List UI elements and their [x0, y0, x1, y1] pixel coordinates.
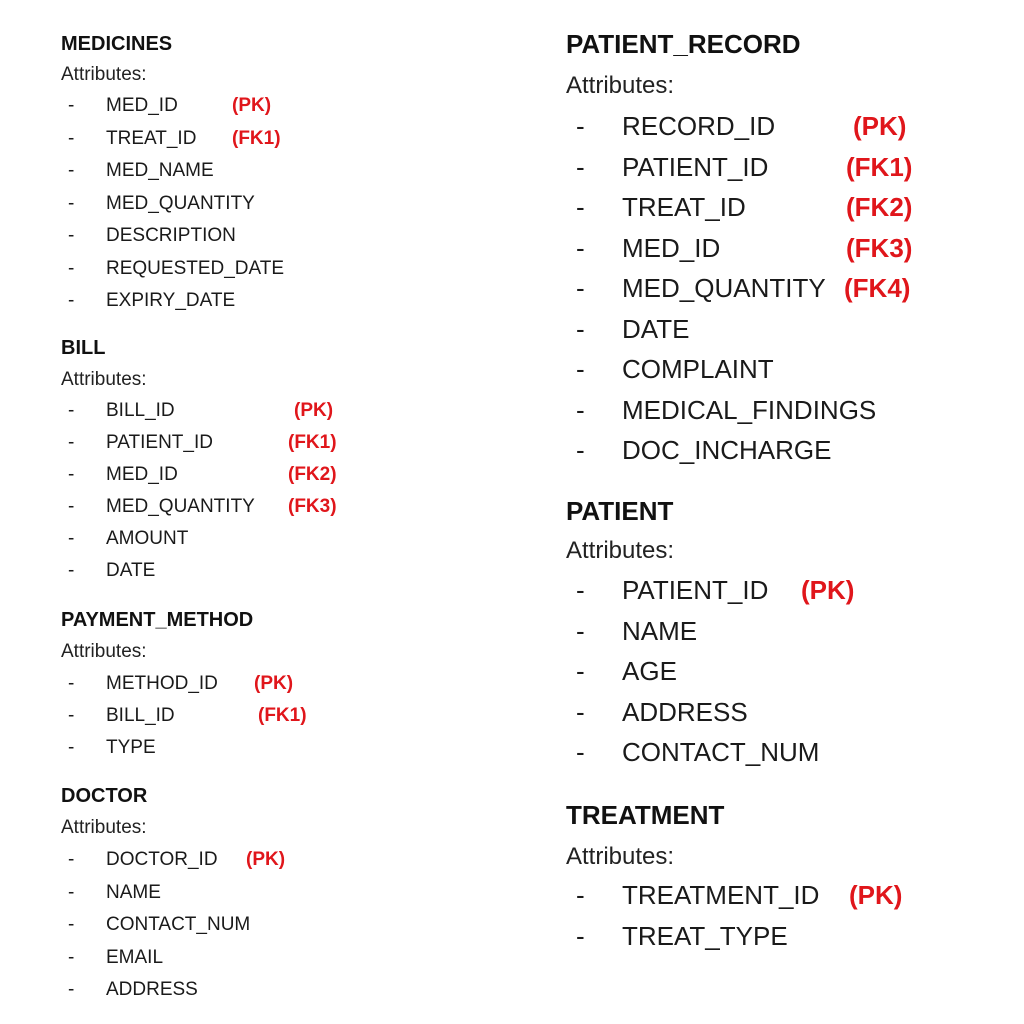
bullet-dash: - — [576, 394, 585, 425]
attributes-label: Attributes: — [566, 537, 675, 564]
bullet-dash: - — [68, 560, 75, 581]
table-title: MEDICINES — [61, 33, 173, 55]
bullet-dash: - — [68, 705, 75, 726]
bullet-dash: - — [68, 737, 75, 758]
attribute-name: DOCTOR_ID — [106, 849, 218, 870]
key-marker: (FK1) — [288, 432, 337, 453]
attribute-name: RECORD_ID — [622, 111, 776, 141]
key-marker: (PK) — [801, 575, 855, 605]
attribute-name: MEDICAL_FINDINGS — [622, 394, 877, 425]
attribute-name: PATIENT_ID — [622, 575, 769, 605]
attribute-name: MED_QUANTITY — [622, 273, 826, 303]
bullet-dash: - — [68, 464, 75, 485]
key-marker: (FK2) — [288, 464, 337, 485]
bullet-dash: - — [68, 400, 75, 421]
attribute-name: MED_ID — [622, 232, 721, 263]
attributes-label: Attributes: — [61, 369, 147, 390]
key-marker: (FK3) — [846, 232, 913, 263]
attribute-name: PATIENT_ID — [622, 151, 769, 182]
attribute-name: AGE — [622, 656, 677, 686]
attribute-name: EMAIL — [106, 946, 164, 968]
bullet-dash: - — [576, 880, 585, 910]
key-marker: (FK1) — [846, 151, 913, 182]
bullet-dash: - — [68, 95, 75, 116]
attributes-label: Attributes: — [61, 641, 147, 662]
key-marker: (FK1) — [232, 127, 281, 149]
attribute-name: ADDRESS — [622, 696, 748, 727]
attribute-name: COMPLAINT — [622, 354, 774, 384]
table-title: BILL — [61, 337, 106, 359]
attribute-name: REQUESTED_DATE — [106, 257, 285, 279]
attribute-name: PATIENT_ID — [106, 432, 213, 453]
attribute-name: DESCRIPTION — [106, 225, 236, 246]
attribute-name: BILL_ID — [106, 400, 175, 421]
attribute-name: TREAT_TYPE — [622, 921, 788, 951]
bullet-dash: - — [68, 225, 75, 246]
key-marker: (PK) — [853, 111, 907, 141]
attribute-name: AMOUNT — [106, 528, 189, 549]
attribute-name: NAME — [106, 881, 161, 903]
key-marker: (PK) — [849, 880, 903, 910]
key-marker: (PK) — [294, 400, 334, 421]
bullet-dash: - — [68, 290, 75, 311]
bullet-dash: - — [576, 435, 585, 465]
bullet-dash: - — [68, 496, 75, 517]
bullet-dash: - — [68, 160, 75, 181]
attribute-name: MED_NAME — [106, 160, 214, 181]
bullet-dash: - — [68, 673, 75, 694]
bullet-dash: - — [68, 914, 75, 935]
attribute-name: MED_ID — [106, 464, 178, 485]
bullet-dash: - — [68, 257, 75, 279]
bullet-dash: - — [576, 354, 585, 384]
attribute-name: TREAT_ID — [622, 192, 746, 222]
key-marker: (PK) — [254, 673, 294, 694]
attribute-name: MED_QUANTITY — [106, 496, 255, 517]
bullet-dash: - — [68, 849, 75, 870]
bullet-dash: - — [68, 979, 75, 1000]
bullet-dash: - — [576, 273, 585, 303]
attribute-name: TYPE — [106, 737, 156, 758]
attribute-name: NAME — [622, 615, 698, 646]
bullet-dash: - — [576, 615, 585, 646]
bullet-dash: - — [576, 696, 585, 727]
key-marker: (FK4) — [844, 273, 911, 303]
attributes-label: Attributes: — [566, 843, 675, 870]
bullet-dash: - — [576, 737, 585, 767]
bullet-dash: - — [576, 921, 585, 951]
attribute-name: MED_ID — [106, 95, 178, 116]
key-marker: (FK3) — [288, 496, 337, 517]
bullet-dash: - — [576, 656, 585, 686]
key-marker: (FK1) — [258, 705, 307, 726]
table-title: DOCTOR — [61, 785, 148, 807]
bullet-dash: - — [68, 946, 75, 968]
attribute-name: DATE — [106, 560, 156, 581]
bullet-dash: - — [576, 313, 585, 344]
key-marker: (FK2) — [846, 192, 913, 222]
attribute-name: BILL_ID — [106, 705, 175, 726]
bullet-dash: - — [68, 127, 75, 149]
bullet-dash: - — [576, 192, 585, 222]
table-title: PATIENT — [566, 496, 674, 526]
bullet-dash: - — [576, 151, 585, 182]
bullet-dash: - — [576, 575, 585, 605]
bullet-dash: - — [68, 192, 75, 214]
attribute-name: DATE — [622, 313, 690, 344]
attribute-name: CONTACT_NUM — [106, 914, 251, 935]
bullet-dash: - — [576, 232, 585, 263]
attribute-name: EXPIRY_DATE — [106, 290, 236, 311]
key-marker: (PK) — [246, 849, 286, 870]
attribute-name: METHOD_ID — [106, 673, 218, 694]
table-title: PAYMENT_METHOD — [61, 609, 254, 631]
bullet-dash: - — [576, 111, 585, 141]
bullet-dash: - — [68, 432, 75, 453]
attribute-name: TREATMENT_ID — [622, 880, 820, 910]
attribute-name: DOC_INCHARGE — [622, 435, 832, 465]
attributes-label: Attributes: — [566, 72, 675, 99]
attribute-name: ADDRESS — [106, 979, 198, 1000]
attribute-name: MED_QUANTITY — [106, 192, 255, 214]
attributes-label: Attributes: — [61, 64, 147, 85]
table-title: PATIENT_RECORD — [566, 29, 801, 59]
attribute-name: TREAT_ID — [106, 127, 197, 149]
bullet-dash: - — [68, 881, 75, 903]
bullet-dash: - — [68, 528, 75, 549]
table-title: TREATMENT — [566, 800, 725, 830]
key-marker: (PK) — [232, 95, 272, 116]
attributes-label: Attributes: — [61, 817, 147, 838]
attribute-name: CONTACT_NUM — [622, 737, 820, 767]
